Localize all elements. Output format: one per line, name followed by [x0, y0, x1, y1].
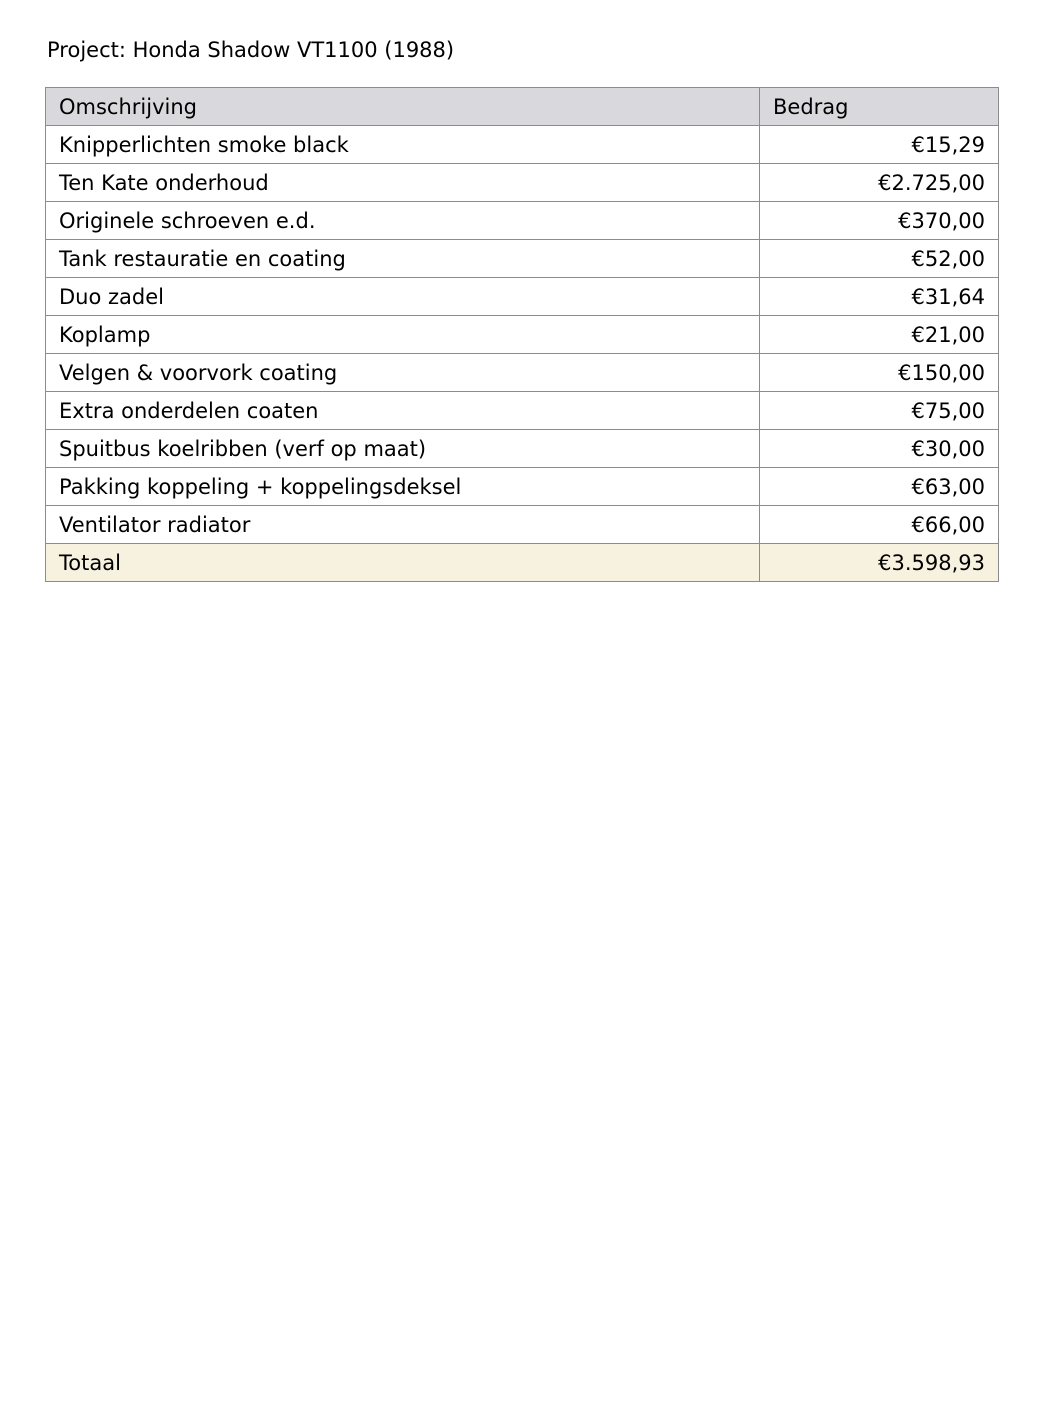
- total-row: [46, 544, 999, 582]
- table-row: [46, 278, 999, 316]
- table-row: [46, 316, 999, 354]
- project-title: Project: Honda Shadow VT1100 (1988): [47, 38, 455, 62]
- table-header-row: [46, 88, 999, 126]
- row-description: Knipperlichten smoke black: [46, 126, 760, 164]
- row-description: Originele schroeven e.d.: [46, 202, 760, 240]
- row-amount: €30,00: [760, 430, 999, 468]
- row-amount: €75,00: [760, 392, 999, 430]
- row-description: Pakking koppeling + koppelingsdeksel: [46, 468, 760, 506]
- row-amount: €370,00: [760, 202, 999, 240]
- column-header-amount: Bedrag: [760, 88, 999, 126]
- row-amount: €52,00: [760, 240, 999, 278]
- table-row: [46, 506, 999, 544]
- row-amount: €2.725,00: [760, 164, 999, 202]
- row-description: Spuitbus koelribben (verf op maat): [46, 430, 760, 468]
- table-row: [46, 468, 999, 506]
- table-row: [46, 240, 999, 278]
- table-row: [46, 202, 999, 240]
- column-header-description: Omschrijving: [46, 88, 760, 126]
- row-amount: €15,29: [760, 126, 999, 164]
- row-amount: €63,00: [760, 468, 999, 506]
- table-row: [46, 430, 999, 468]
- row-amount: €66,00: [760, 506, 999, 544]
- row-amount: €150,00: [760, 354, 999, 392]
- table-row: [46, 164, 999, 202]
- row-description: Ventilator radiator: [46, 506, 760, 544]
- row-description: Velgen & voorvork coating: [46, 354, 760, 392]
- cost-table: [45, 87, 999, 582]
- total-amount: €3.598,93: [760, 544, 999, 582]
- row-description: Ten Kate onderhoud: [46, 164, 760, 202]
- row-description: Tank restauratie en coating: [46, 240, 760, 278]
- row-amount: €21,00: [760, 316, 999, 354]
- row-amount: €31,64: [760, 278, 999, 316]
- table-row: [46, 392, 999, 430]
- row-description: Duo zadel: [46, 278, 760, 316]
- row-description: Extra onderdelen coaten: [46, 392, 760, 430]
- row-description: Koplamp: [46, 316, 760, 354]
- table-row: [46, 126, 999, 164]
- table-row: [46, 354, 999, 392]
- total-label: Totaal: [46, 544, 760, 582]
